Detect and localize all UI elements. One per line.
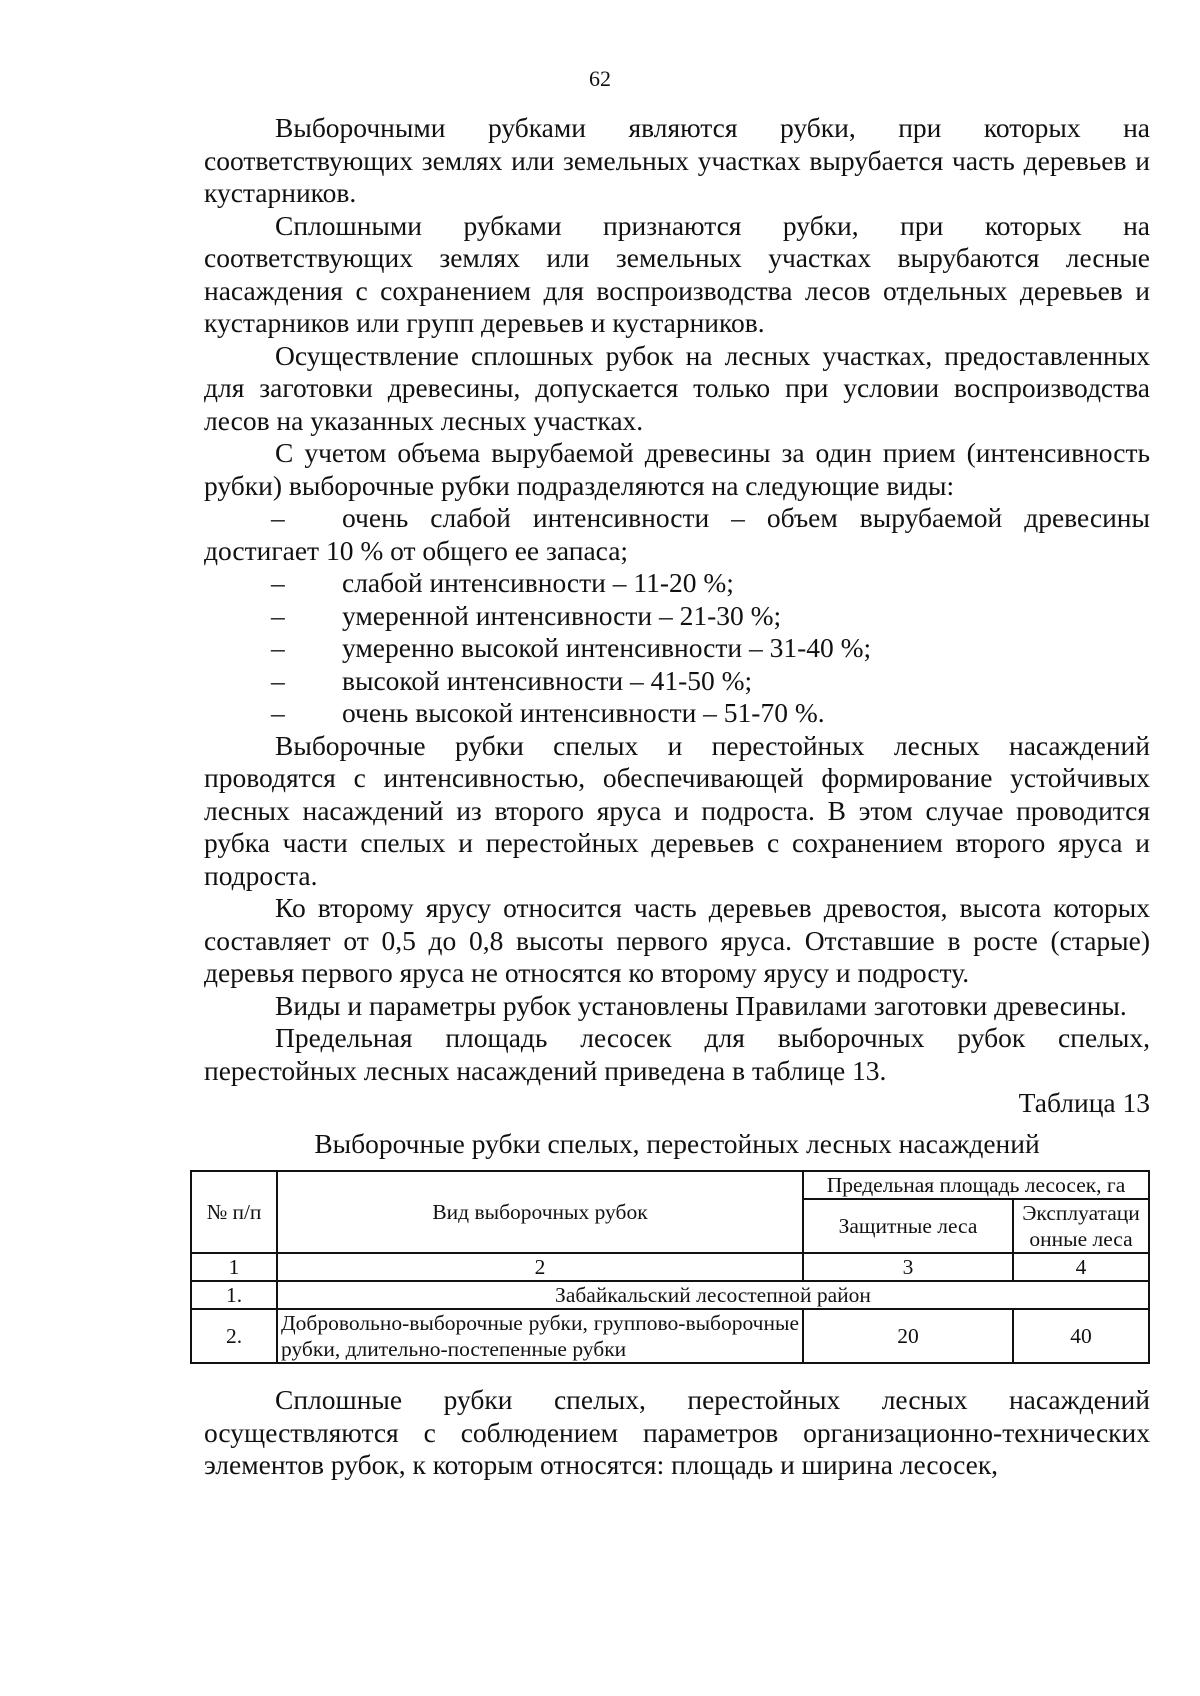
paragraph: Выборочные рубки спелых и перестойных лесных насаждений проводятся с интенсивностью, обеспечивающей формирование устойчивых лесных насаждений из второго яруса и подроста. В этом случае проводится рубка части спелых и перестойных деревьев с сохранением второго яруса и подроста. [204, 729, 1150, 891]
list-item [204, 600, 1150, 633]
paragraph: Ко второму ярусу относится часть деревьев древостоя, высота которых составляет от 0,5 до 0,8 высоты первого яруса. Отставшие в росте (старые) деревья первого яруса не относятся ко второму ярусу и подросту. [204, 892, 1150, 988]
list-item-text: очень высокой интенсивности – 51-70 %. [342, 697, 825, 728]
list-item [204, 665, 1150, 698]
dash-marker: – [271, 502, 285, 533]
list-item-text: умеренно высокой интенсивности – 31-40 %; [342, 632, 872, 663]
document-body [204, 112, 1150, 1482]
table-column-numbers-row [191, 1253, 1149, 1281]
table-cell: 1 [191, 1253, 277, 1281]
table-cell: 20 [803, 1309, 1013, 1363]
table-title: Выборочные рубки спелых, перестойных лесных насаждений [314, 1127, 1040, 1159]
paragraph: С учетом объема вырубаемой древесины за один прием (интенсивность рубки) выборочные рубки подразделяются на следующие виды: [204, 437, 1150, 501]
table-cell: 2. [191, 1309, 277, 1363]
list-item [204, 502, 1150, 567]
header-area: Предельная площадь лесосек, га [803, 1171, 1149, 1199]
table-cell: 40 [1013, 1309, 1149, 1363]
paragraph: Сплошными рубками признаются рубки, при которых на соответствующих землях или земельных участках вырубаются лесные насаждения с сохранением для воспроизводства лесов отдельных деревьев и кустарников или групп деревьев и кустарников. [204, 209, 1150, 338]
list-item [204, 567, 1150, 600]
list-item-text: слабой интенсивности – 11-20 %; [342, 567, 734, 598]
table-cell: 2 [277, 1253, 803, 1281]
dash-marker: – [271, 567, 285, 598]
table-label: Таблица 13 [1018, 1087, 1150, 1118]
header-protective: Защитные леса [803, 1199, 1013, 1253]
paragraph: Осуществление сплошных рубок на лесных участках, предоставленных для заготовки древесины, допускается только при условии воспроизводства лесов на указанных лесных участках. [204, 339, 1150, 436]
dash-marker: – [271, 599, 285, 631]
list-item [204, 697, 1150, 730]
dash-marker: – [271, 664, 285, 696]
list-item [204, 632, 1150, 665]
paragraph: Выборочными рубками являются рубки, при которых на соответствующих землях или земельных участках вырубается часть деревьев и кустарников. [204, 112, 1150, 208]
forest-cutting-table [190, 1170, 1150, 1364]
table-cell: 4 [1013, 1253, 1149, 1281]
paragraph: Сплошные рубки спелых, перестойных лесных насаждений осуществляются с соблюдением параметров организационно-технических элементов рубок, к которым относятся: площадь и ширина лесосек, [204, 1384, 1150, 1480]
list-item-text: умеренной интенсивности – 21-30 %; [342, 599, 782, 631]
table-header-row [191, 1171, 1149, 1199]
list-item-text: высокой интенсивности – 41-50 %; [342, 664, 753, 696]
header-exploit: Эксплуатаци онные леса [1013, 1199, 1149, 1253]
table-row [191, 1281, 1149, 1309]
header-kind: Вид выборочных рубок [277, 1171, 803, 1253]
table-row [191, 1309, 1149, 1363]
page-number: 62 [589, 66, 611, 91]
dash-marker: – [271, 632, 285, 663]
header-num: № п/п [191, 1171, 277, 1253]
table-cell: 3 [803, 1253, 1013, 1281]
table-cell: 1. [191, 1281, 277, 1309]
region-name-cell: Забайкальский лесостепной район [277, 1281, 1149, 1309]
paragraph: Виды и параметры рубок установлены Правилами заготовки древесины. [275, 989, 1127, 1021]
paragraph: Предельная площадь лесосек для выборочных рубок спелых, перестойных лесных насаждений приведена в таблице 13. [204, 1022, 1150, 1086]
dash-marker: – [271, 697, 285, 728]
table-cell: Добровольно-выборочные рубки, группово-выборочные рубки, длительно-постепенные рубки [277, 1309, 803, 1363]
list-item-text: очень слабой интенсивности – объем вырубаемой древесины достигает 10 % от общего ее запаса; [204, 502, 1150, 566]
